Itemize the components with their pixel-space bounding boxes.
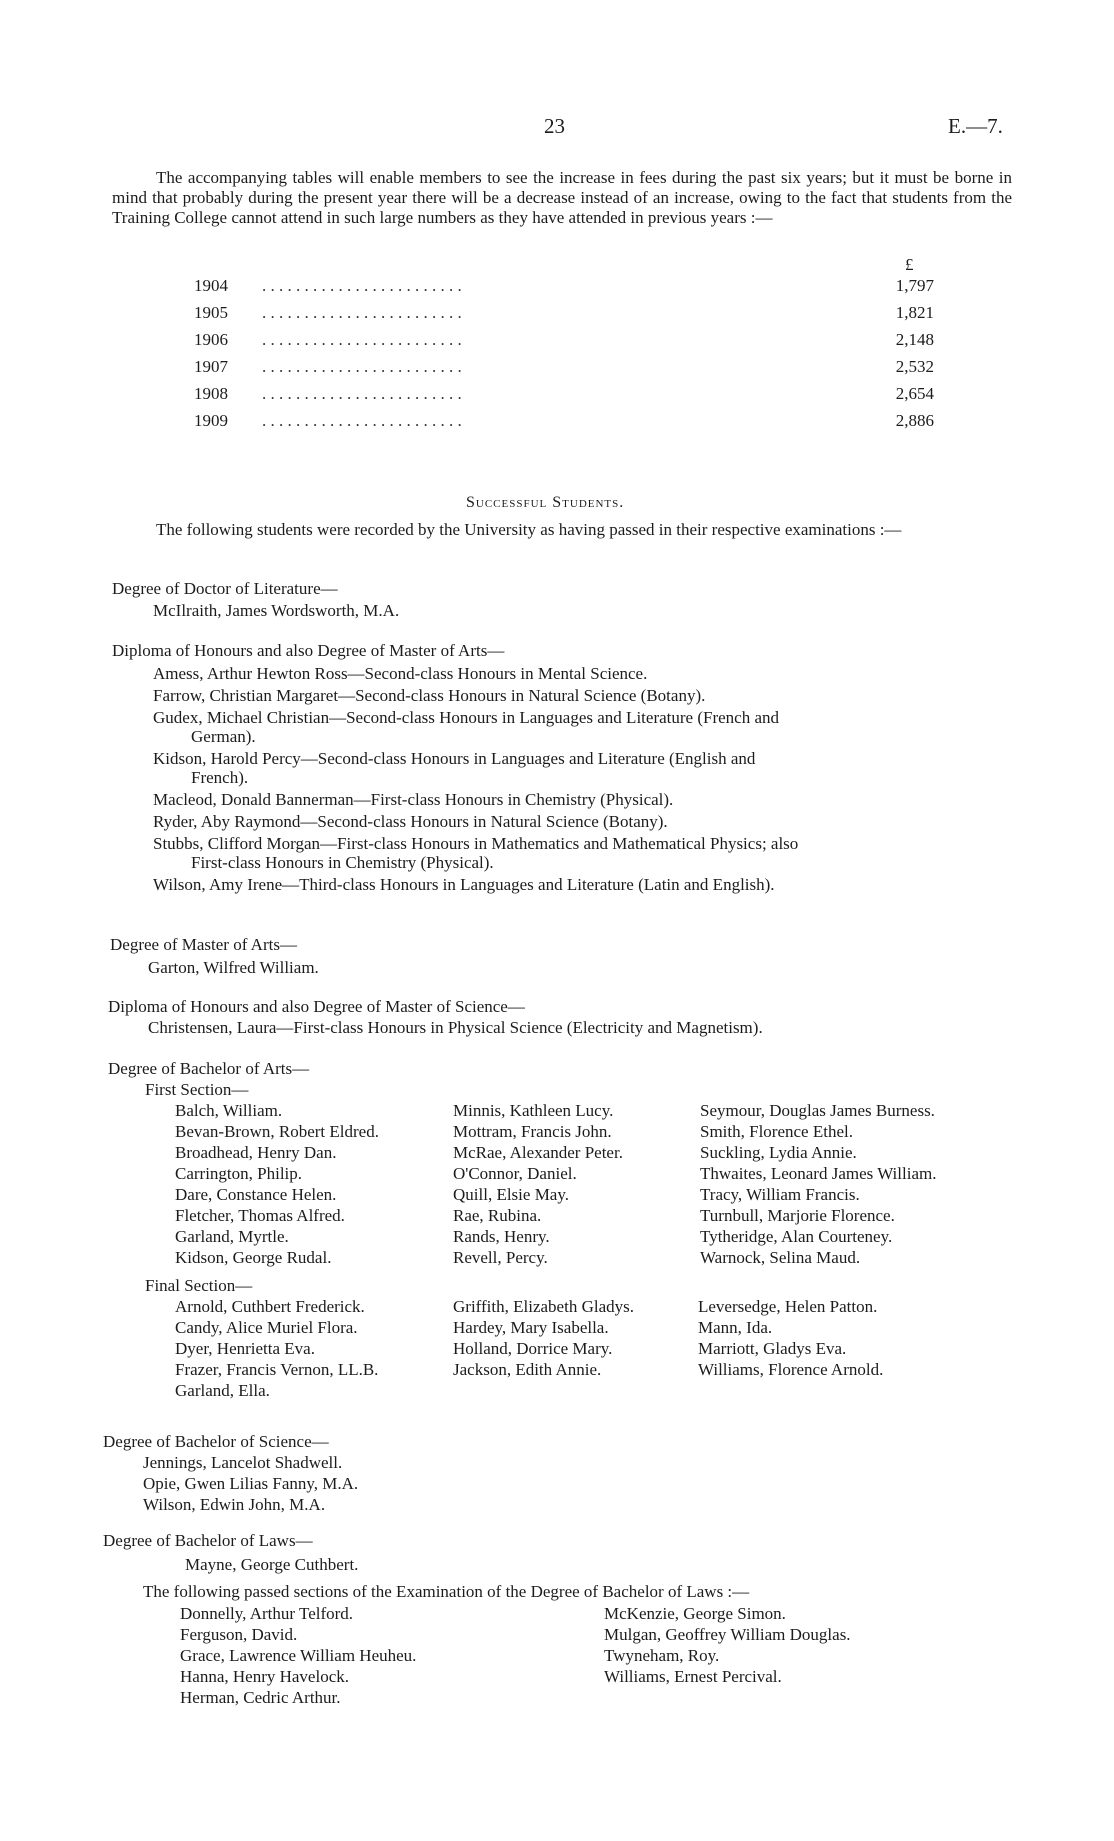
list-item: Broadhead, Henry Dan. (175, 1143, 337, 1162)
fees-year: 1905 (194, 303, 228, 322)
list-item: Griffith, Elizabeth Gladys. (453, 1297, 634, 1316)
list-item: Gudex, Michael Christian—Second-class Honours in Languages and Literature (French and (153, 708, 779, 727)
list-item: Opie, Gwen Lilias Fanny, M.A. (143, 1474, 359, 1493)
fees-year: 1904 (194, 276, 228, 295)
list-item: Grace, Lawrence William Heuheu. (180, 1646, 417, 1665)
intro-paragraph: The accompanying tables will enable members to see the increase in fees during the past six years; but it must be borne in mind that probably during the present year there will be a decrease instead of an increase, owing to the fact that students from the Training College cannot attend in such large numbers as they have attended in previous years :— (112, 168, 1012, 227)
document-reference: E.—7. (948, 114, 1003, 138)
list-item: McRae, Alexander Peter. (453, 1143, 623, 1162)
name-column-2 (453, 1100, 623, 1268)
fees-amount: 2,148 (895, 330, 934, 349)
name-column-1 (175, 1296, 378, 1401)
degree-heading: Degree of Bachelor of Arts— (108, 1059, 310, 1078)
list-item: Revell, Percy. (453, 1248, 548, 1267)
list-item: Rae, Rubina. (453, 1206, 542, 1225)
list-item: Garland, Myrtle. (175, 1227, 289, 1246)
list-item: Donnelly, Arthur Telford. (180, 1604, 354, 1623)
list-item-continuation: French). (191, 768, 249, 787)
dot-leader: . . . . . . . . . . . . . . . . . . . . . . . . (262, 411, 462, 430)
list-item: Herman, Cedric Arthur. (180, 1688, 341, 1707)
list-item: Mulgan, Geoffrey William Douglas. (604, 1625, 851, 1644)
fees-year: 1907 (194, 357, 228, 376)
fees-currency: £ (905, 255, 914, 274)
list-item: Dyer, Henrietta Eva. (175, 1339, 315, 1358)
list-item: Arnold, Cuthbert Frederick. (175, 1297, 365, 1316)
list-item-continuation: First-class Honours in Chemistry (Physical). (191, 853, 494, 872)
list-item: Candy, Alice Muriel Flora. (175, 1318, 358, 1337)
graduate-name: McIlraith, James Wordsworth, M.A. (153, 601, 400, 620)
list-item: Kidson, George Rudal. (175, 1248, 332, 1267)
list-item: Twyneham, Roy. (604, 1646, 720, 1665)
list-item: Williams, Florence Arnold. (698, 1360, 884, 1379)
list-item: Minnis, Kathleen Lucy. (453, 1101, 614, 1120)
degree-heading: Degree of Master of Arts— (110, 935, 297, 954)
degree-heading: Degree of Bachelor of Laws— (103, 1531, 313, 1550)
list-item: Macleod, Donald Bannerman—First-class Honours in Chemistry (Physical). (153, 790, 674, 809)
list-item: Quill, Elsie May. (453, 1185, 569, 1204)
dot-leader: . . . . . . . . . . . . . . . . . . . . . . . . (262, 357, 462, 376)
fees-amount: 1,821 (895, 303, 934, 322)
list-item: Turnbull, Marjorie Florence. (700, 1206, 895, 1225)
list-item: Wilson, Edwin John, M.A. (143, 1495, 326, 1514)
list-item: McKenzie, George Simon. (604, 1604, 786, 1623)
list-item: Suckling, Lydia Annie. (700, 1143, 857, 1162)
list-item: Amess, Arthur Hewton Ross—Second-class Honours in Mental Science. (153, 664, 648, 683)
degree-heading: Diploma of Honours and also Degree of Master of Arts— (112, 641, 505, 660)
list-item: Ryder, Aby Raymond—Second-class Honours in Natural Science (Botany). (153, 812, 668, 831)
list-item: Bevan-Brown, Robert Eldred. (175, 1122, 379, 1141)
section-heading: Successful Students. (466, 494, 625, 511)
section-label: First Section— (145, 1080, 249, 1099)
dot-leader: . . . . . . . . . . . . . . . . . . . . . . . . (262, 303, 462, 322)
graduate-name: Garton, Wilfred William. (148, 958, 319, 977)
degree-heading: Diploma of Honours and also Degree of Master of Science— (108, 997, 525, 1016)
list-item: Fletcher, Thomas Alfred. (175, 1206, 345, 1225)
name-column-1 (175, 1100, 379, 1268)
list-item: Stubbs, Clifford Morgan—First-class Honours in Mathematics and Mathematical Physics; also (153, 834, 799, 853)
list-item: O'Connor, Daniel. (453, 1164, 577, 1183)
fees-amount: 2,532 (895, 357, 934, 376)
degree-heading: Degree of Bachelor of Science— (103, 1432, 329, 1451)
list-item: Carrington, Philip. (175, 1164, 303, 1183)
list-item: Hardey, Mary Isabella. (453, 1318, 609, 1337)
name-column-3 (700, 1100, 936, 1268)
list-item: Jennings, Lancelot Shadwell. (143, 1453, 343, 1472)
list-item: Tracy, William Francis. (700, 1185, 860, 1204)
list-item: Smith, Florence Ethel. (700, 1122, 853, 1141)
list-item: Ferguson, David. (180, 1625, 298, 1644)
list-item: Rands, Henry. (453, 1227, 550, 1246)
list-item: Williams, Ernest Percival. (604, 1667, 782, 1686)
list-item: Garland, Ella. (175, 1381, 270, 1400)
fees-amount: 2,886 (895, 411, 934, 430)
graduate-name: Christensen, Laura—First-class Honours in Physical Science (Electricity and Magnetism). (148, 1018, 763, 1037)
list-item: Holland, Dorrice Mary. (453, 1339, 613, 1358)
dot-leader: . . . . . . . . . . . . . . . . . . . . . . . . (262, 384, 462, 403)
list-item: Frazer, Francis Vernon, LL.B. (175, 1360, 379, 1379)
fees-year: 1909 (194, 411, 228, 430)
list-item: Farrow, Christian Margaret—Second-class Honours in Natural Science (Botany). (153, 686, 706, 705)
fees-amount: 2,654 (895, 384, 934, 403)
dot-leader: . . . . . . . . . . . . . . . . . . . . . . . . (262, 330, 462, 349)
list-item: Leversedge, Helen Patton. (698, 1297, 878, 1316)
list-item: Dare, Constance Helen. (175, 1185, 337, 1204)
degree-heading: Degree of Doctor of Literature— (112, 579, 338, 598)
list-item: Wilson, Amy Irene—Third-class Honours in Languages and Literature (Latin and English). (153, 875, 775, 894)
name-column-1 (180, 1603, 416, 1708)
successful-intro: The following students were recorded by the University as having passed in their respective examinations :— (156, 520, 902, 539)
name-column-2 (604, 1603, 851, 1687)
list-item: Marriott, Gladys Eva. (698, 1339, 847, 1358)
fees-year: 1908 (194, 384, 228, 403)
list-item: Thwaites, Leonard James William. (700, 1164, 937, 1183)
honours-list (153, 663, 1013, 895)
list-item-continuation: German). (191, 727, 256, 746)
graduate-name: Mayne, George Cuthbert. (185, 1555, 359, 1574)
name-list (143, 1452, 358, 1515)
list-item: Jackson, Edith Annie. (453, 1360, 602, 1379)
list-item: Kidson, Harold Percy—Second-class Honours in Languages and Literature (English and (153, 749, 756, 768)
name-column-3 (698, 1296, 883, 1380)
list-item: Mottram, Francis John. (453, 1122, 612, 1141)
name-column-2 (453, 1296, 634, 1380)
fees-amount: 1,797 (895, 276, 934, 295)
section-label: Final Section— (145, 1276, 253, 1295)
list-item: Warnock, Selina Maud. (700, 1248, 861, 1267)
list-item: Mann, Ida. (698, 1318, 773, 1337)
list-item: Hanna, Henry Havelock. (180, 1667, 349, 1686)
sections-intro: The following passed sections of the Examination of the Degree of Bachelor of Laws :— (143, 1582, 750, 1601)
page-number: 23 (544, 114, 565, 138)
list-item: Balch, William. (175, 1101, 283, 1120)
list-item: Seymour, Douglas James Burness. (700, 1101, 935, 1120)
list-item: Tytheridge, Alan Courteney. (700, 1227, 893, 1246)
dot-leader: . . . . . . . . . . . . . . . . . . . . . . . . (262, 276, 462, 295)
fees-year: 1906 (194, 330, 228, 349)
